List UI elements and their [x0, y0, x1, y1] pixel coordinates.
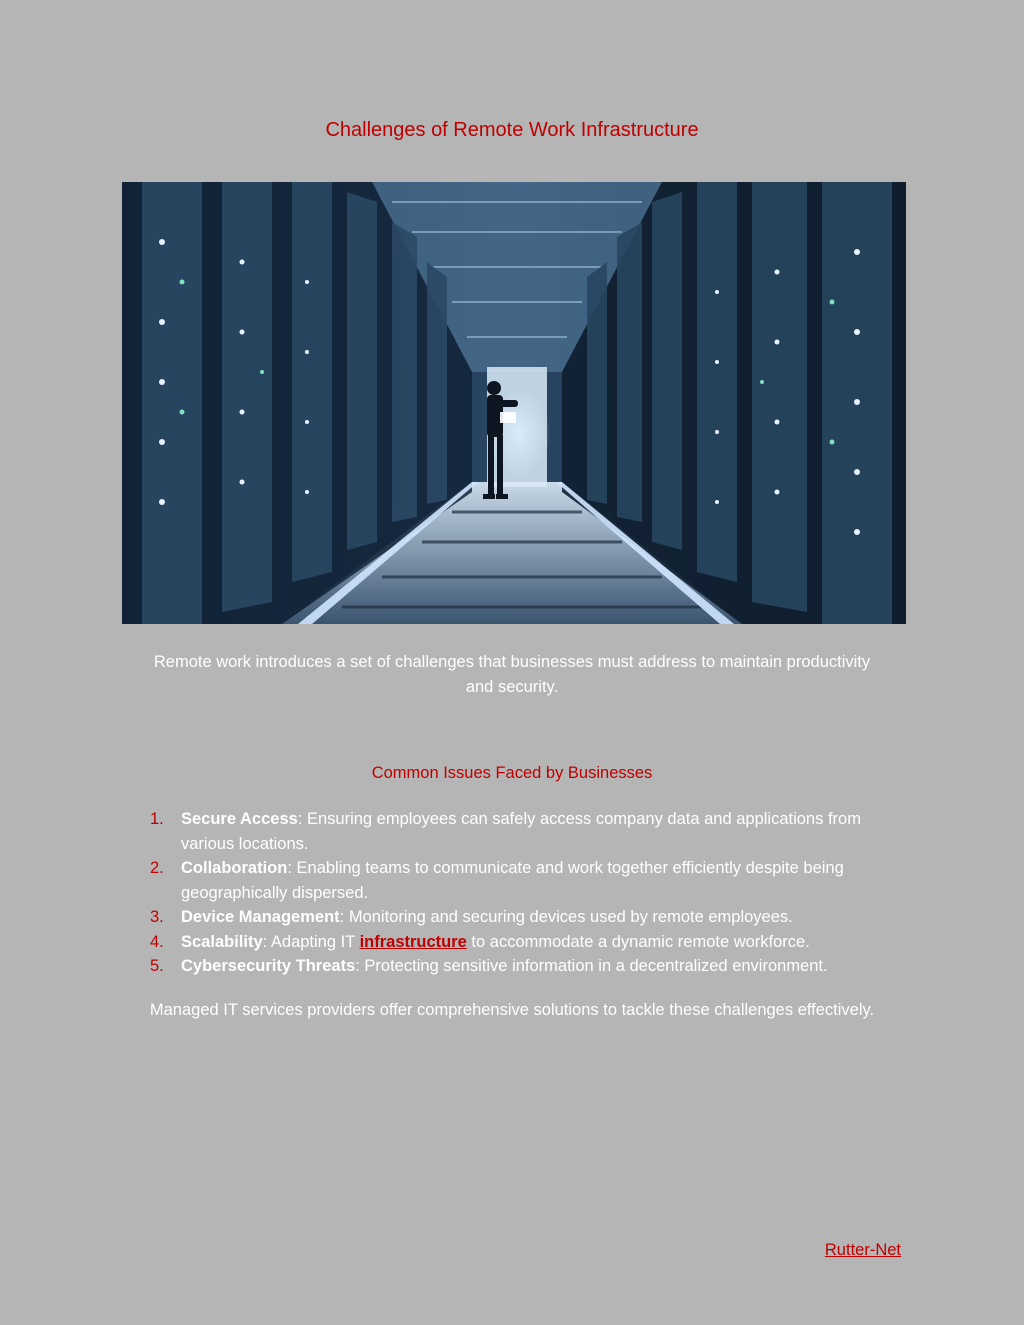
list-number: 4. [150, 932, 164, 951]
list-description: : Enabling teams to communicate and work together efficiently despite being geographically dispersed. [181, 859, 844, 902]
list-item [150, 930, 910, 955]
list-description: : Ensuring employees can safely access company data and applications from various locations. [181, 810, 861, 853]
list-item [150, 807, 910, 856]
list-item [150, 905, 910, 930]
infrastructure-link[interactable]: infrastructure [359, 932, 467, 951]
list-number: 5. [150, 957, 164, 975]
list-term: Device Management [181, 908, 340, 926]
list-item [150, 954, 910, 979]
list-term: Scalability [181, 932, 263, 951]
closing-paragraph: Managed IT services providers offer comprehensive solutions to tackle these challenges effectively. [149, 1001, 875, 1019]
list-number: 1. [150, 810, 164, 828]
page-title: Challenges of Remote Work Infrastructure [325, 119, 699, 141]
list-description: : Monitoring and securing devices used by remote employees. [339, 908, 793, 926]
list-number: 3. [150, 908, 164, 926]
issues-list [150, 807, 910, 979]
list-term: Collaboration [181, 859, 288, 877]
section-heading: Common Issues Faced by Businesses [371, 764, 653, 782]
list-description: to accommodate a dynamic remote workforce. [466, 932, 810, 951]
list-term: Cybersecurity Threats [181, 957, 356, 975]
list-term: Secure Access [181, 810, 298, 828]
rutter-net-link[interactable]: Rutter-Net [824, 1241, 901, 1259]
list-description: : Protecting sensitive information in a decentralized environment. [355, 957, 828, 975]
list-description: : Adapting IT [262, 932, 360, 951]
intro-paragraph: Remote work introduces a set of challenges that businesses must address to maintain productivity and security. [153, 653, 871, 696]
list-number: 2. [150, 859, 164, 877]
list-item [150, 856, 910, 905]
server-room-image [122, 182, 906, 624]
